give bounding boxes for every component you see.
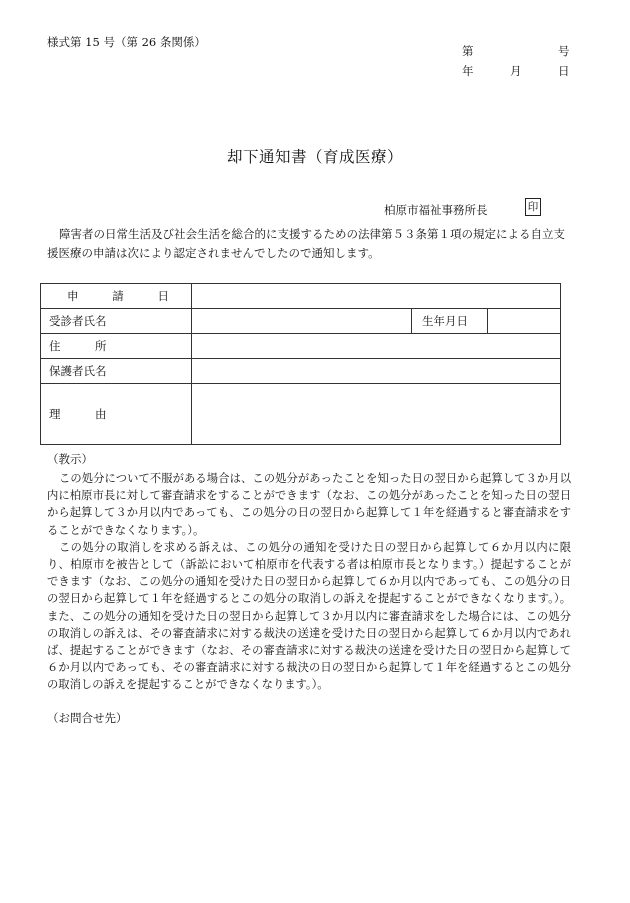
table-row (41, 384, 561, 445)
birth-date-field[interactable] (488, 309, 561, 334)
intro-paragraph (47, 225, 571, 263)
issuer-name: 柏原市福祉事務所長 (384, 203, 488, 217)
notice-paragraph-1: この処分について不服がある場合は、この処分があったことを知った日の翌日から起算して３か月以内に柏原市長に対して審査請求をすることができます（なお、この処分があったことを知った日の翌日から起算して３か月以内であっても、この処分の日の翌日から起算して１年を経過すると審査請求をすることができなくなります。）。 (47, 472, 571, 537)
date-year-label: 年 (462, 64, 474, 78)
application-date-field[interactable] (192, 284, 561, 309)
table-row (41, 309, 561, 334)
document-number-suffix: 号 (558, 44, 570, 58)
table-row (41, 334, 561, 359)
application-date-label: 申 請 日 (41, 284, 192, 309)
notice-body (47, 470, 571, 694)
guardian-name-label: 保護者氏名 (41, 359, 192, 384)
notice-paragraph-2: この処分の取消しを求める訴えは、この処分の通知を受けた日の翌日から起算して６か月以内に限り、柏原市を被告として（訴訟において柏原市を代表する者は柏原市長となります。）提起することができます（なお、この処分の通知を受けた日の翌日から起算して６か月以内であっても、この処分の日の翌日から起算して１年を経過するとこの処分の取消しの訴えを提起することができなくなります。）。また、この処分の通知を受けた日の翌日から起算して３か月以内に審査請求をした場合には、この処分の取消しの訴えは、その審査請求に対する裁決の送達を受けた日の翌日から起算して６か月以内であれば、提起することができます（なお、その審査請求に対する裁決の送達を受けた日の翌日から起算して６か月以内であっても、その審査請求に対する裁決の日の翌日から起算して１年を経過するとこの処分の取消しの訴えを提起することができなくなります。）。 (47, 540, 571, 692)
reason-label: 理 由 (41, 384, 192, 445)
document-title: 却下通知書（育成医療） (226, 148, 403, 166)
date-day-label: 日 (558, 64, 570, 78)
reason-field[interactable] (192, 384, 561, 445)
application-table (40, 283, 561, 445)
address-label: 住 所 (41, 334, 192, 359)
date-month-label: 月 (510, 64, 522, 78)
inquiry-label: （お問合せ先） (47, 711, 128, 725)
table-row (41, 359, 561, 384)
seal-mark: 印 (525, 198, 541, 216)
patient-name-field[interactable] (192, 309, 412, 334)
document-number-label: 第 (462, 44, 474, 58)
address-field[interactable] (192, 334, 561, 359)
patient-name-label: 受診者氏名 (41, 309, 192, 334)
form-number: 様式第 15 号（第 26 条関係） (47, 35, 206, 49)
intro-text: 障害者の日常生活及び社会生活を総合的に支援するための法律第５３条第１項の規定による自立支援医療の申請は次により認定されませんでしたので通知します。 (47, 227, 565, 260)
table-row (41, 284, 561, 309)
birth-date-label: 生年月日 (412, 309, 488, 334)
guardian-name-field[interactable] (192, 359, 561, 384)
notice-heading: （教示） (47, 452, 93, 466)
